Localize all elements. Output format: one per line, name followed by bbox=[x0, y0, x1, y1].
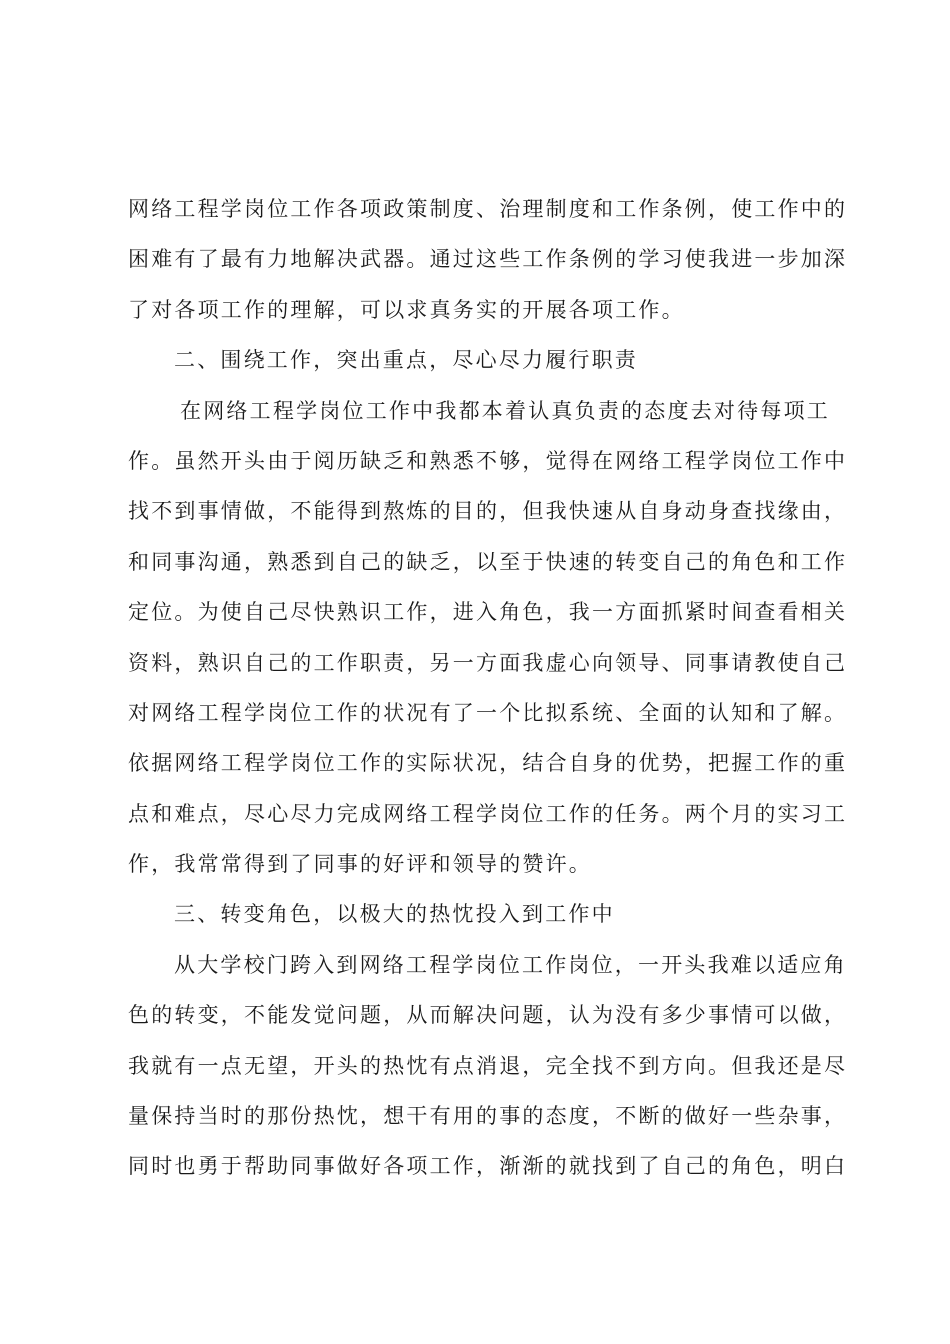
document-body bbox=[128, 184, 848, 1192]
text-line: 同时也勇于帮助同事做好各项工作，渐渐的就找到了自己的角色，明白 bbox=[128, 1154, 848, 1179]
text-line: 资料，熟识自己的工作职责，另一方面我虚心向领导、同事请教使自己 bbox=[128, 650, 848, 675]
section-heading-two bbox=[128, 335, 830, 385]
text-line: 对网络工程学岗位工作的状况有了一个比拟系统、全面的认知和了解。 bbox=[128, 700, 848, 725]
text-line: 在网络工程学岗位工作中我都本着认真负责的态度去对待每项工 bbox=[180, 398, 830, 423]
text-line: 找不到事情做，不能得到熬炼的目的，但我快速从自身动身查找缘由， bbox=[128, 499, 848, 524]
paragraph-role-change bbox=[128, 940, 848, 1192]
text-line: 网络工程学岗位工作各项政策制度、治理制度和工作条例，使工作中的 bbox=[128, 197, 848, 221]
section-heading: 三、转变角色，以极大的热忱投入到工作中 bbox=[174, 902, 615, 927]
paragraph-regulations bbox=[128, 184, 848, 335]
text-line: 点和难点，尽心尽力完成网络工程学岗位工作的任务。两个月的实习工 bbox=[128, 801, 848, 826]
text-line: 从大学校门跨入到网络工程学岗位工作岗位，一开头我难以适应角 bbox=[174, 952, 847, 977]
text-line: 了对各项工作的理解，可以求真务实的开展各项工作。 bbox=[128, 297, 685, 322]
text-line: 作。虽然开头由于阅历缺乏和熟悉不够，觉得在网络工程学岗位工作中 bbox=[128, 448, 848, 473]
text-line: 定位。为使自己尽快熟识工作，进入角色，我一方面抓紧时间查看相关 bbox=[128, 600, 848, 625]
text-line: 依据网络工程学岗位工作的实际状况，结合自身的优势，把握工作的重 bbox=[128, 751, 848, 776]
text-line: 我就有一点无望，开头的热忱有点消退，完全找不到方向。但我还是尽 bbox=[128, 1053, 848, 1078]
text-line: 量保持当时的那份热忱，想干有用的事的态度，不断的做好一些杂事， bbox=[128, 1104, 848, 1129]
text-line: 作，我常常得到了同事的好评和领导的赞许。 bbox=[128, 852, 592, 877]
section-heading-three bbox=[128, 889, 830, 939]
section-heading: 二、围绕工作，突出重点，尽心尽力履行职责 bbox=[174, 348, 638, 373]
text-line: 困难有了最有力地解决武器。通过这些工作条例的学习使我进一步加深 bbox=[128, 247, 848, 272]
text-line: 色的转变，不能发觉问题，从而解决问题，认为没有多少事情可以做， bbox=[128, 1003, 848, 1028]
text-line: 和同事沟通，熟悉到自己的缺乏，以至于快速的转变自己的角色和工作 bbox=[128, 549, 848, 574]
paragraph-responsibility bbox=[128, 386, 848, 890]
